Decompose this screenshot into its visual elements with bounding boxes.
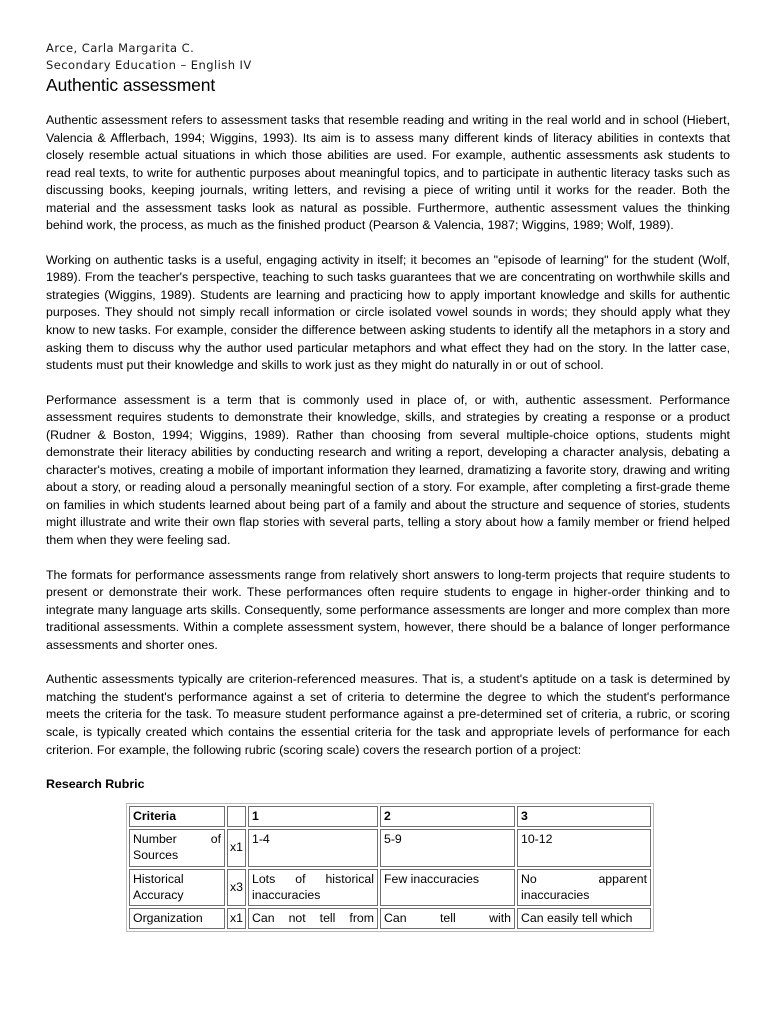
- table-header-row: [129, 806, 651, 827]
- cell-weight: x1: [227, 829, 246, 866]
- author-name: Arce, Carla Margarita C.: [46, 41, 195, 55]
- cell-level-3: 10-12: [517, 829, 651, 866]
- table-header-level-1: 1: [248, 806, 378, 827]
- cell-level-2: 5-9: [380, 829, 515, 866]
- table-row: [129, 829, 651, 866]
- cell-criteria: Number of Sources: [129, 829, 225, 866]
- cell-criteria: Historical Accuracy: [129, 869, 225, 906]
- paragraph-1: Authentic assessment refers to assessment tasks that resemble reading and writing in the real world and in school (Hiebert, Valencia & Afflerbach, 1994; Wiggins, 1993). Its aim is to assess many different kinds of literacy abilities in contexts that closely resemble actual situations in which those abilities are used. For example, authentic assessments ask students to read real texts, to write for authentic purposes about meaningful topics, and to participate in authentic literacy tasks such as discussing books, keeping journals, writing letters, and revising a piece of writing until it works for the reader. Both the material and the assessment tasks look as natural as possible. Furthermore, authentic assessment values the thinking behind work, the process, as much as the finished product (Pearson & Valencia, 1987; Wiggins, 1989; Wolf, 1989).: [46, 113, 730, 233]
- table-header-weight: [227, 806, 246, 827]
- document-body: [46, 112, 730, 932]
- rubric-table-container: [46, 803, 730, 932]
- cell-level-1: Can not tell from: [248, 908, 378, 929]
- table-header-level-3: 3: [517, 806, 651, 827]
- cell-level-1: Lots of historical inaccuracies: [248, 869, 378, 906]
- paragraph-5: Authentic assessments typically are criterion-referenced measures. That is, a student's aptitude on a task is determined by matching the student's performance against a set of criteria to determine the degree to which the student's performance meets the criteria for the task. To measure student performance against a pre-determined set of criteria, a rubric, or scoring scale, is typically created which contains the essential criteria for the task and appropriate levels of performance for each criterion. For example, the following rubric (scoring scale) covers the research portion of a project:: [46, 672, 730, 757]
- table-header-criteria: Criteria: [129, 806, 225, 827]
- cell-level-2: Few inaccuracies: [380, 869, 515, 906]
- paragraph-3: Performance assessment is a term that is commonly used in place of, or with, authentic assessment. Performance assessment requires students to demonstrate their knowledge, skills, and strategies by creating a response or a product (Rudner & Boston, 1994; Wiggins, 1989). Rather than choosing from several multiple-choice options, students might demonstrate their literacy abilities by conducting research and writing a report, developing a character analysis, debating a character's motives, creating a mobile of important information they learned, dramatizing a favorite story, drawing and writing about a story, or reading aloud a personally meaningful section of a story. For example, after completing a first-grade theme on families in which students learned about being part of a family and about the structure and sequence of stories, students might illustrate and write their own flap stories with several parts, telling a story about how a family member or friend helped them when they were feeling sad.: [46, 392, 730, 548]
- table-row: [129, 869, 651, 906]
- cell-weight: x3: [227, 869, 246, 906]
- cell-level-1: 1-4: [248, 829, 378, 866]
- cell-level-3: Can easily tell which: [517, 908, 651, 929]
- author-course: Secondary Education – English IV: [46, 57, 252, 72]
- section-heading-research-rubric: Research Rubric: [46, 777, 145, 792]
- table-header-level-2: 2: [380, 806, 515, 827]
- author-header-block: [46, 40, 730, 73]
- paragraph-4: The formats for performance assessments range from relatively short answers to long-term projects that require students to present or demonstrate their work. These performances often require students to engage in higher-order thinking and to integrate many language arts skills. Consequently, some performance assessments are longer and more complex than more traditional assessments. Within a complete assessment system, however, there should be a balance of longer performance assessments and shorter ones.: [46, 567, 730, 652]
- table-row: [129, 908, 651, 929]
- cell-level-2: Can tell with: [380, 908, 515, 929]
- page-title: Authentic assessment: [46, 75, 216, 95]
- cell-criteria: Organization: [129, 908, 225, 929]
- cell-weight: x1: [227, 908, 246, 929]
- paragraph-2: Working on authentic tasks is a useful, engaging activity in itself; it becomes an "episode of learning" for the student (Wolf, 1989). From the teacher's perspective, teaching to such tasks guarantees that we are concentrating on worthwhile skills and strategies (Wiggins, 1989). Students are learning and practicing how to apply important knowledge and skills for authentic purposes. They should not simply recall information or circle isolated vowel sounds in words; they should apply what they know to new tasks. For example, consider the difference between asking students to identify all the metaphors in a story and asking them to discuss why the author used particular metaphors and what effect they had on the story. In the latter case, students must put their knowledge and skills to work just as they might do naturally in or out of school.: [46, 252, 730, 373]
- research-rubric-table: [126, 803, 654, 932]
- cell-level-3: No apparent inaccuracies: [517, 869, 651, 906]
